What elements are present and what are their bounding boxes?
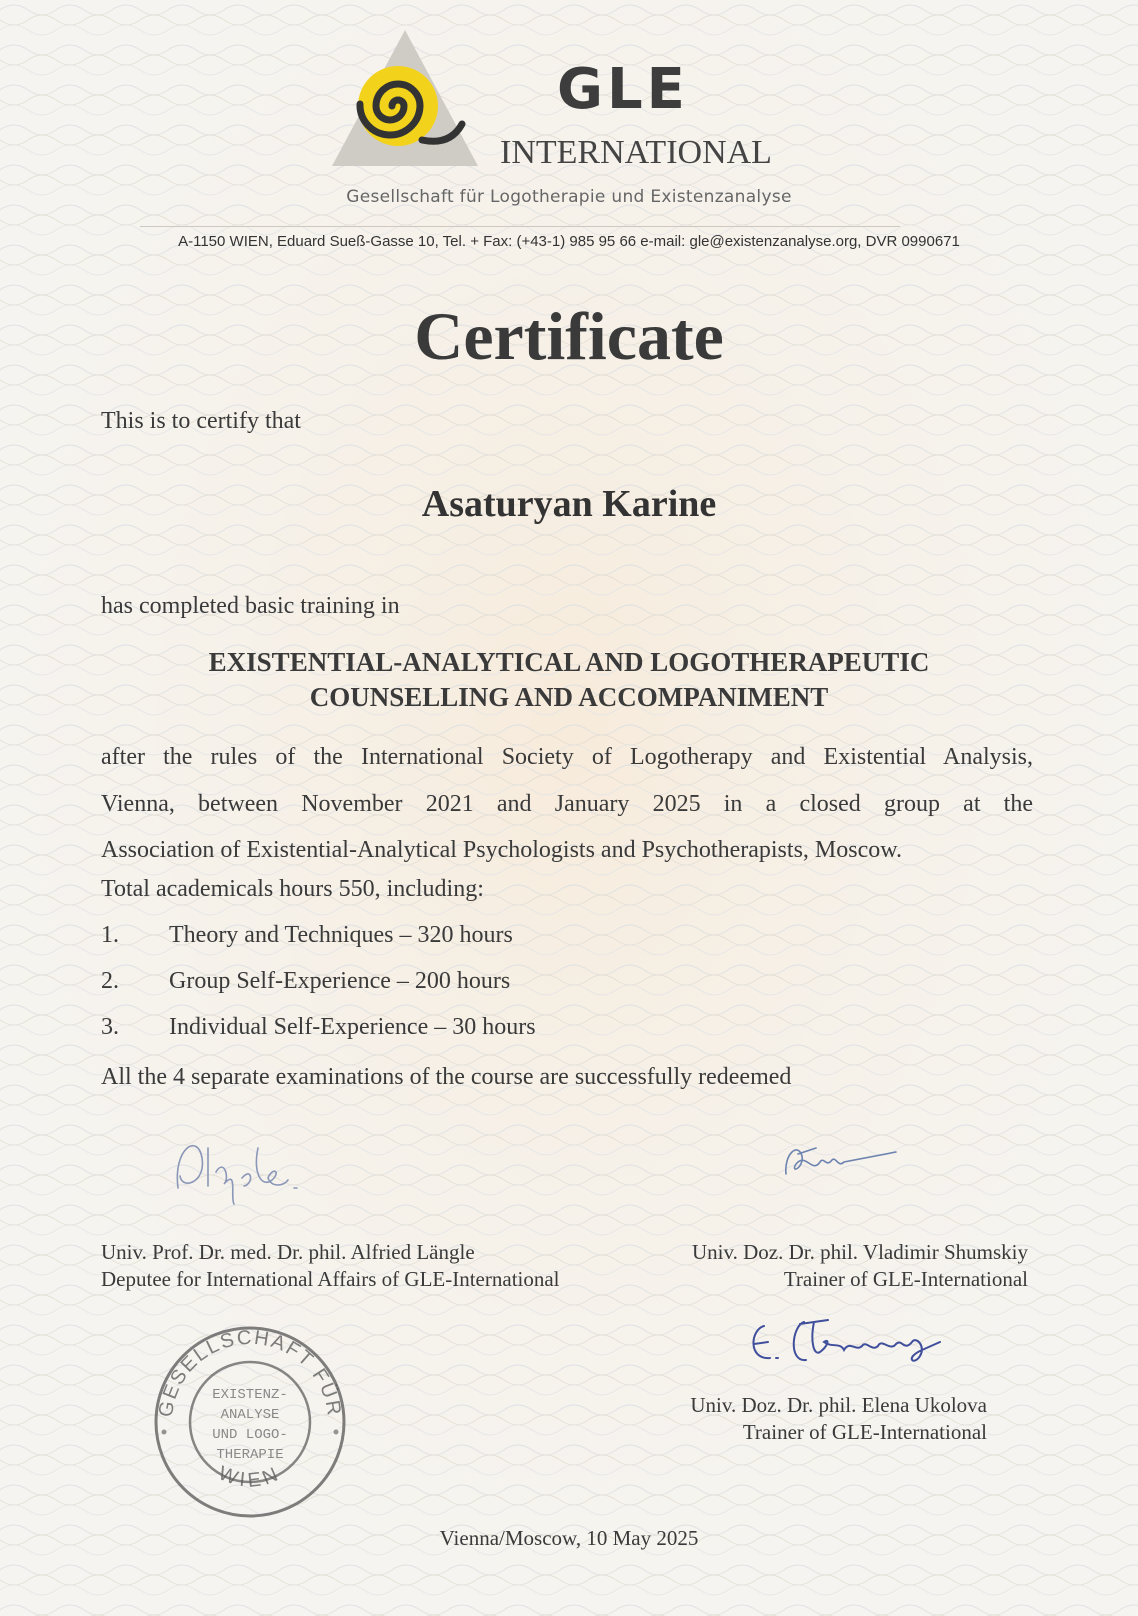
- svg-text:GESELLSCHAFT FÜR: [155, 1327, 345, 1419]
- certificate-title: Certificate: [414, 298, 724, 374]
- stamp-inner-line: EXISTENZ-: [212, 1387, 288, 1403]
- signatory-1: [101, 1239, 560, 1293]
- signatory-2: [652, 1239, 1028, 1293]
- completed-text: has completed basic training in: [101, 593, 400, 619]
- signatory-role: Trainer of GLE-International: [742, 1420, 987, 1444]
- examinations-statement: All the 4 separate examinations of the course are successfully redeemed: [101, 1064, 792, 1090]
- stamp-inner-line: ANALYSE: [220, 1407, 280, 1423]
- signatory-name: Univ. Doz. Dr. phil. Elena Ukolova: [690, 1393, 987, 1417]
- stamp-inner-line: THERAPIE: [216, 1447, 284, 1463]
- description-line: after the rules of the International Society of Logotherapy and Existential Analysis,: [101, 744, 1033, 770]
- issue-date: Vienna/Moscow, 10 May 2025: [439, 1526, 699, 1550]
- description-line: Association of Existential-Analytical Psychologists and Psychotherapists, Moscow.: [101, 837, 903, 863]
- list-item-text: Group Self-Experience – 200 hours: [169, 968, 511, 994]
- signatory-role: Deputee for International Affairs of GLE-International: [101, 1267, 560, 1291]
- list-item-text: Theory and Techniques – 320 hours: [169, 922, 513, 948]
- signatory-role: Trainer of GLE-International: [783, 1267, 1028, 1291]
- stamp-bottom-text: WIEN: [215, 1462, 285, 1492]
- description-line: Vienna, between November 2021 and January 2025 in a closed group at the: [101, 790, 1033, 817]
- certify-intro: This is to certify that: [101, 408, 301, 434]
- list-item-number: 3.: [101, 1014, 119, 1040]
- signatory-name: Univ. Doz. Dr. phil. Vladimir Shumskiy: [692, 1240, 1028, 1264]
- list-item: [101, 922, 513, 949]
- signatory-3: [652, 1392, 987, 1446]
- list-item-number: 2.: [101, 968, 119, 994]
- course-title: [0, 645, 1138, 715]
- brand-subtitle: INTERNATIONAL: [500, 134, 772, 171]
- signature-shumskiy: [776, 1134, 906, 1190]
- header-divider: [140, 226, 900, 227]
- total-hours: Total academicals hours 550, including:: [101, 876, 484, 902]
- recipient-name: Asaturyan Karine: [421, 483, 717, 525]
- society-name: Gesellschaft für Logotherapie und Existenzanalyse: [346, 187, 792, 207]
- stamp-inner-line: UND LOGO-: [212, 1427, 288, 1443]
- signature-langle: [168, 1128, 338, 1208]
- brand-name: GLE: [557, 57, 689, 122]
- contact-address: A-1150 WIEN, Eduard Sueß-Gasse 10, Tel. + Fax: (+43-1) 985 95 66 e-mail: gle@existenzanalyse.org, DVR 0990671: [178, 233, 960, 250]
- list-item-text: Individual Self-Experience – 30 hours: [169, 1014, 536, 1040]
- list-item: [101, 1014, 536, 1041]
- training-description: [101, 734, 1033, 874]
- list-item-number: 1.: [101, 922, 119, 948]
- signatory-name: Univ. Prof. Dr. med. Dr. phil. Alfried Längle: [101, 1240, 475, 1264]
- svg-text:WIEN: [215, 1462, 284, 1492]
- course-title-line: COUNSELLING AND ACCOMPANIMENT: [309, 682, 829, 712]
- stamp-outer-text: GESELLSCHAFT FÜR: [154, 1326, 346, 1419]
- course-title-line: EXISTENTIAL-ANALYTICAL AND LOGOTHERAPEUTIC: [208, 647, 930, 677]
- signature-ukolova: [744, 1312, 954, 1376]
- gle-logo-icon: [330, 28, 480, 170]
- official-stamp: [150, 1322, 350, 1522]
- list-item: [101, 968, 510, 995]
